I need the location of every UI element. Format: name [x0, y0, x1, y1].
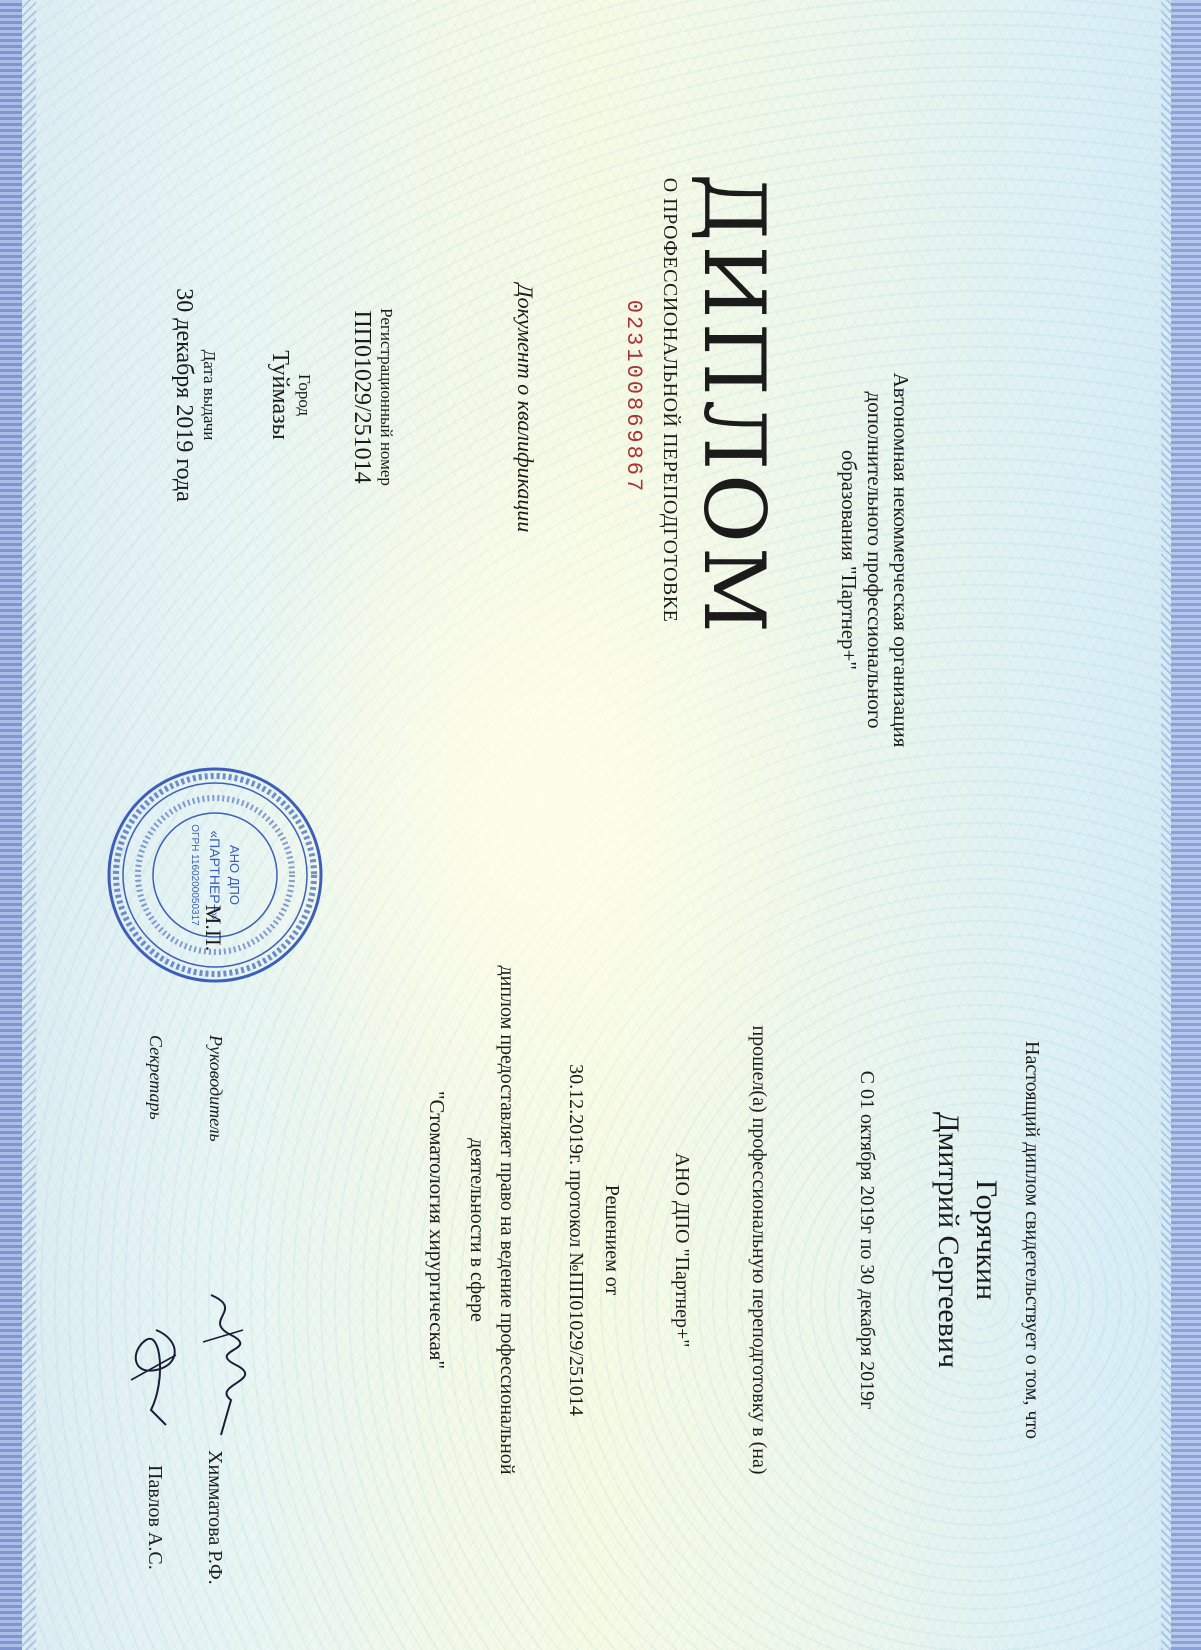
city-label: Город: [295, 374, 314, 416]
secretary-name: Павлов А.С.: [144, 1465, 166, 1570]
grants-line-2: деятельности в сфере: [466, 1138, 488, 1322]
intro-text: Настоящий диплом свидетельствует о том, что: [1021, 1041, 1043, 1439]
serial-number: 023100869867: [621, 299, 646, 495]
diploma-subtitle: О ПРОФЕССИОНАЛЬНОЙ ПЕРЕПОДГОТОВКЕ: [659, 177, 681, 623]
organization-line-2: дополнительного профессионального: [863, 391, 887, 729]
specialty: "Стоматология хирургическая": [425, 1090, 449, 1370]
head-label: Руководитель: [206, 1035, 226, 1142]
reg-number: ПП01029/251014: [349, 310, 375, 484]
recipient-surname: Горячкин: [970, 1179, 1003, 1301]
secretary-signature: [126, 1320, 186, 1430]
organization-line-3: образования "Партнер+": [837, 450, 861, 670]
reg-number-label: Регистрационный номер: [377, 308, 396, 486]
recipient-name: Дмитрий Сергеевич: [932, 1111, 965, 1369]
svg-text:ОГРН 1160200050317: ОГРН 1160200050317: [189, 824, 200, 926]
svg-text:АНО ДПО: АНО ДПО: [227, 844, 242, 906]
study-period: С 01 октября 2019г по 30 декабря 2019г: [856, 1070, 878, 1410]
secretary-label: Секретарь: [146, 1035, 166, 1120]
institution: АНО ДПО "Партнер+": [671, 1152, 693, 1348]
issue-date: 30 декабря 2019 года: [171, 288, 197, 502]
stamp-label: М.П.: [201, 904, 227, 952]
svg-text:«ПАРТНЕР+»: «ПАРТНЕР+»: [207, 830, 223, 920]
city: Туймазы: [267, 350, 293, 440]
decision-protocol: 30.12.2019г. протокол №ПП01029/251014: [565, 1064, 587, 1416]
grants-line-1: диплом предоставляет право на ведение профессиональной: [496, 965, 518, 1475]
decision-label: Решением от: [601, 1184, 623, 1296]
organization-line-1: Автономная некоммерческая организация: [889, 372, 913, 748]
official-stamp: [100, 760, 330, 990]
diploma-title: ДИПЛОМ: [685, 173, 783, 637]
head-signature: [196, 1290, 251, 1440]
completed-text: прошел(а) профессиональную переподготовку в (на): [748, 1025, 770, 1475]
document-type: Документ о квалификации: [513, 283, 538, 533]
head-name: Химматова Р.Ф.: [204, 1450, 226, 1585]
issue-date-label: Дата выдачи: [200, 349, 219, 441]
